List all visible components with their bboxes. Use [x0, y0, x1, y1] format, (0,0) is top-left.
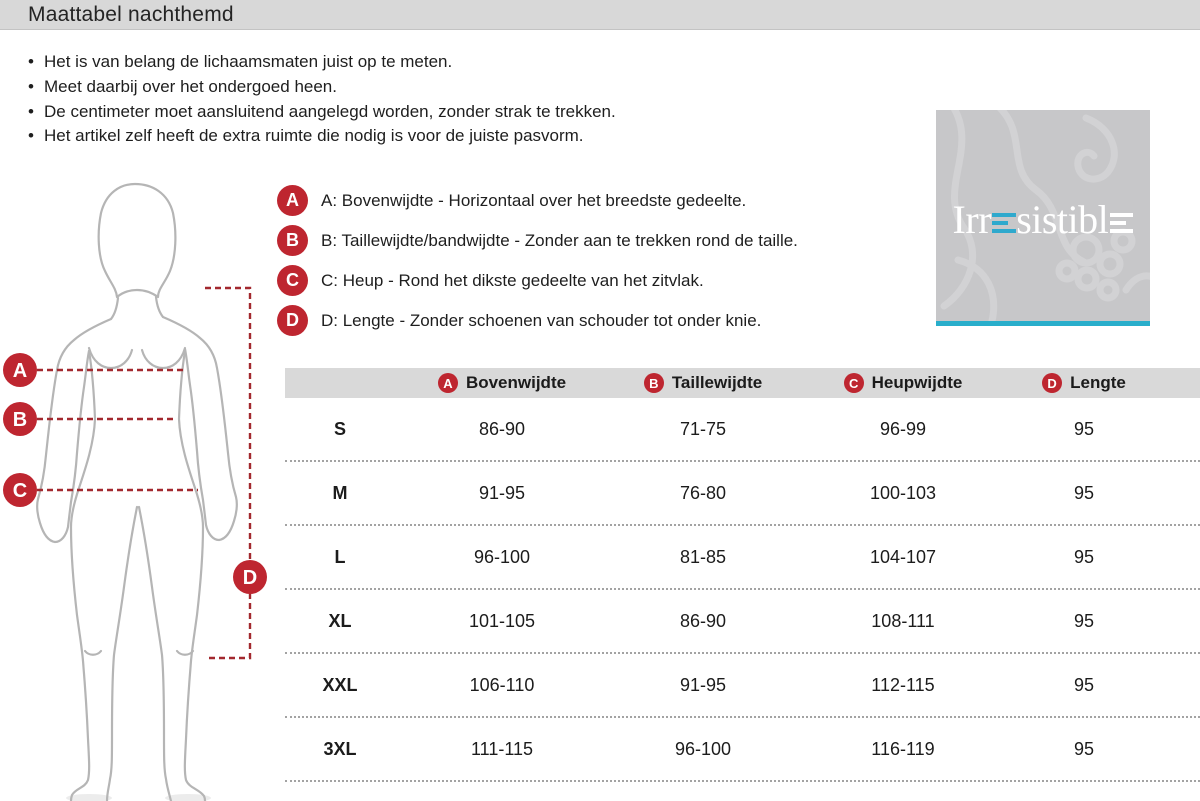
value-cell: 95 [1073, 546, 1095, 567]
table-row-xxl [285, 654, 1200, 718]
header-marker-a: A [438, 373, 458, 393]
svg-text:D: D [242, 567, 258, 589]
logo-wordmark [936, 196, 1150, 243]
value-cell: 95 [1073, 738, 1095, 759]
logo-text-part2: sistibl [1016, 197, 1109, 242]
value-cell: 91-95 [679, 674, 727, 695]
size-cell: M [332, 482, 348, 503]
value-cell: 91-95 [478, 482, 526, 503]
logo-box [936, 110, 1150, 321]
table-header-row [285, 368, 1200, 398]
body-figure-svg [0, 171, 300, 801]
legend-marker-d: D [277, 305, 308, 336]
value-cell: 71-75 [679, 418, 727, 439]
legend-text: D: Lengte - Zonder schoenen van schouder tot onder knie. [321, 310, 762, 330]
instructions-list [28, 50, 616, 149]
measurement-bracket-d [205, 288, 250, 658]
size-cell: L [334, 546, 346, 567]
value-cell: 106-110 [469, 674, 535, 695]
size-table [285, 368, 1200, 782]
logo-epsilon-blue-icon [992, 213, 1015, 233]
legend-marker-b: B [277, 225, 308, 256]
value-cell: 76-80 [679, 482, 727, 503]
value-cell: 95 [1073, 610, 1095, 631]
svg-text:A: A [12, 360, 28, 382]
measurement-legend [277, 185, 798, 345]
body-outline [37, 184, 237, 801]
page-title: Maattabel nachthemd [28, 3, 234, 26]
size-cell: 3XL [323, 738, 357, 759]
logo-text-part1: Irr [952, 197, 992, 242]
brand-logo [936, 110, 1150, 326]
value-cell: 116-119 [871, 738, 935, 759]
header-marker-d: D [1042, 373, 1062, 393]
column-header-heupwijdte [797, 373, 1009, 393]
value-cell: 81-85 [679, 546, 727, 567]
marker-c [3, 473, 37, 507]
legend-text: A: Bovenwijdte - Horizontaal over het breedste gedeelte. [321, 190, 747, 210]
size-cell: XXL [322, 674, 358, 695]
marker-d [233, 560, 267, 594]
value-cell: 96-100 [473, 546, 531, 567]
value-cell: 108-111 [871, 610, 935, 631]
column-header-bovenwijdte [395, 373, 609, 393]
measurement-figure [0, 171, 300, 801]
instruction-item: • De centimeter moet aansluitend aangelegd worden, zonder strak te trekken. [28, 100, 616, 125]
header-marker-c: C [844, 373, 864, 393]
value-cell: 95 [1073, 674, 1095, 695]
column-label: Heupwijdte [871, 373, 963, 392]
svg-text:C: C [12, 480, 28, 502]
value-cell: 112-115 [871, 674, 935, 695]
logo-accent-bar [936, 321, 1150, 326]
value-cell: 95 [1073, 418, 1095, 439]
marker-a [3, 353, 37, 387]
value-cell: 100-103 [869, 482, 937, 503]
value-cell: 111-115 [470, 738, 534, 759]
header-marker-b: B [644, 373, 664, 393]
legend-text: C: Heup - Rond het dikste gedeelte van het zitvlak. [321, 270, 704, 290]
svg-text:B: B [12, 409, 28, 431]
legend-item [277, 225, 798, 256]
instruction-item: • Het is van belang de lichaamsmaten juist op te meten. [28, 50, 616, 75]
logo-epsilon-white-icon [1110, 213, 1133, 233]
value-cell: 101-105 [468, 610, 536, 631]
column-header-taillewijdte [609, 373, 797, 393]
value-cell: 86-90 [478, 418, 526, 439]
column-header-lengte [1009, 373, 1159, 393]
title-bar [0, 0, 1200, 30]
legend-marker-c: C [277, 265, 308, 296]
column-label: Bovenwijdte [465, 373, 567, 392]
legend-item [277, 265, 798, 296]
size-cell: XL [328, 610, 352, 631]
feet-shadows [66, 794, 211, 801]
table-row-xl [285, 590, 1200, 654]
column-label: Lengte [1070, 373, 1126, 392]
value-cell: 104-107 [869, 546, 937, 567]
legend-item [277, 305, 798, 336]
table-row-s [285, 398, 1200, 462]
marker-b [3, 402, 37, 436]
table-row-l [285, 526, 1200, 590]
table-row-3xl [285, 718, 1200, 782]
column-label: Taillewijdte [671, 373, 763, 392]
value-cell: 95 [1073, 482, 1095, 503]
legend-text: B: Taillewijdte/bandwijdte - Zonder aan te trekken rond de taille. [321, 230, 798, 250]
legend-item [277, 185, 798, 216]
value-cell: 86-90 [679, 610, 727, 631]
size-cell: S [333, 418, 346, 439]
value-cell: 96-100 [674, 738, 732, 759]
table-row-m [285, 462, 1200, 526]
value-cell: 96-99 [879, 418, 927, 439]
instruction-item: • Meet daarbij over het ondergoed heen. [28, 75, 616, 100]
legend-marker-a: A [277, 185, 308, 216]
instruction-item: • Het artikel zelf heeft de extra ruimte die nodig is voor de juiste pasvorm. [28, 124, 616, 149]
